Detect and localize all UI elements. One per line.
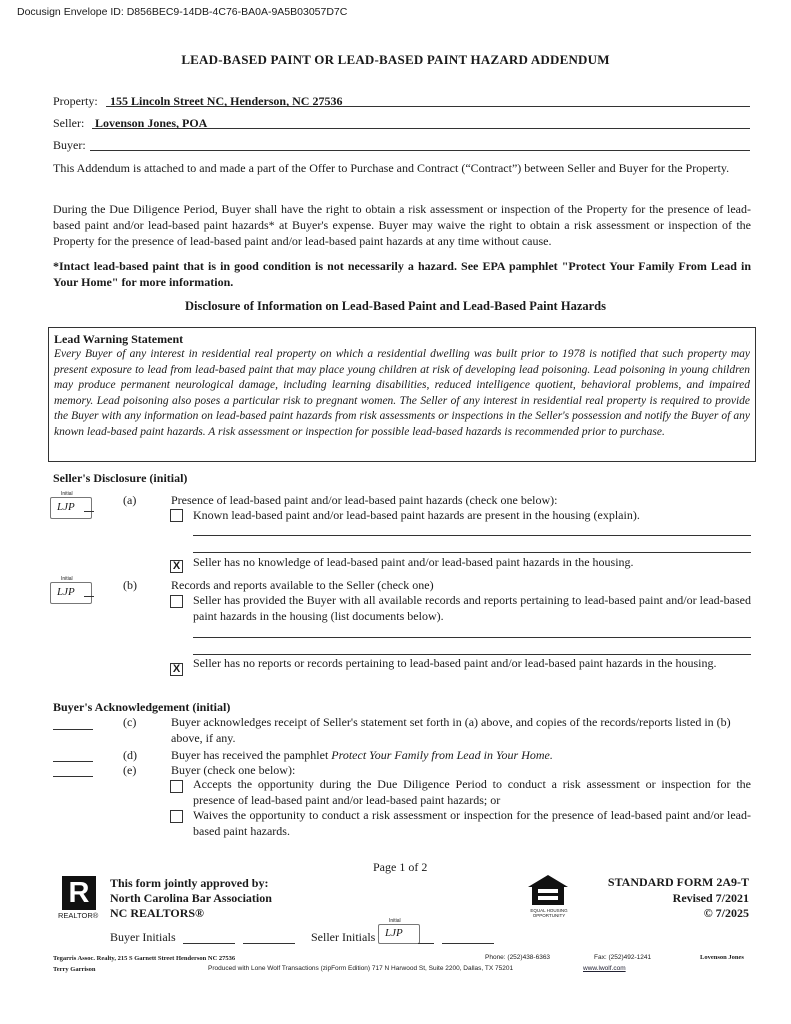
- checkbox-mark: [170, 780, 183, 793]
- realtor-logo: [62, 876, 96, 910]
- disclosure-heading: Disclosure of Information on Lead-Based Paint and Lead-Based Paint Hazards: [185, 299, 606, 313]
- seller-initials-line-1: [418, 943, 434, 944]
- option-accepts: Accepts the opportunity during the Due Diligence Period to conduct a risk assessment or inspection for the presence of lead-based paint and/or lead-based paint hazards; or: [193, 777, 751, 807]
- item-a-text: Presence of lead-based paint and/or lead-based paint hazards (check one below):: [171, 493, 558, 507]
- realtor-word: REALTOR®: [58, 911, 99, 920]
- checkbox-mark: X: [170, 663, 183, 676]
- property-label: Property:: [53, 94, 98, 108]
- intact-paint-note: *Intact lead-based paint that is in good condition is not necessarily a hazard. See EPA pamphlet "Protect Your Family From Lead in Your Home" for more information.: [53, 259, 751, 289]
- checkbox-mark: [170, 509, 183, 522]
- checkbox-mark: [170, 810, 183, 823]
- agency-address: Tegarris Assoc. Realty, 215 S Garnett Street Henderson NC 27536: [53, 955, 236, 962]
- checkbox-accepts[interactable]: [170, 780, 183, 798]
- property-line: [106, 106, 750, 107]
- item-c-text: Buyer acknowledges receipt of Seller's statement set forth in (a) above, and copies of the records/reports listed in (b) above, if any.: [171, 715, 731, 745]
- seller-initial-a[interactable]: [50, 491, 92, 519]
- initial-line-a: [84, 511, 94, 512]
- seller-initials-sig: LJP: [385, 927, 403, 939]
- option-no-records: Seller has no reports or records pertaining to lead-based paint and/or lead-based paint hazards in the housing.: [193, 656, 717, 670]
- explain-line-1: [193, 535, 751, 536]
- buyer-initials-label: Buyer Initials: [110, 930, 176, 944]
- seller-label: Seller:: [53, 116, 85, 130]
- seller-initials-label: Seller Initials: [311, 930, 376, 944]
- seller-line: [92, 128, 750, 129]
- buyer-initial-e[interactable]: [53, 776, 93, 777]
- buyer-initial-d[interactable]: [53, 761, 93, 762]
- approved-line-1: This form jointly approved by:: [110, 876, 269, 890]
- lead-warning-text: Every Buyer of any interest in residential real property on which a residential dwelling was built prior to 1978 is notified that such property may present exposure to lead from lead-based paint that may place young children at risk of developing lead poisoning. Lead poisoning in young children may produce permanent neurological damage, including learning disabilities, reduced intelligence quotient, behavioral problems, and impaired memory. Lead poisoning also poses a particular risk to pregnant women. The Seller of any interest in residential real property is required to provide the Buyer with any information on lead-based paint hazards from risk assessments or inspections in the Seller's possession and notify the Buyer of any known lead-based paint hazards. A risk assessment or inspection for possible lead-based hazards is recommended prior to purchase.: [54, 348, 750, 438]
- form-number: STANDARD FORM 2A9-T: [607, 875, 749, 889]
- buyer-initials-field-1[interactable]: [183, 943, 235, 944]
- item-e-letter: (e): [123, 763, 137, 777]
- option-known-lead: Known lead-based paint and/or lead-based paint hazards are present in the housing (explain).: [193, 508, 640, 522]
- buyer-ack-heading: Buyer's Acknowledgement (initial): [53, 700, 231, 714]
- documents-line-2: [193, 654, 751, 655]
- approved-line-3: NC REALTORS®: [110, 906, 204, 920]
- buyer-label: Buyer:: [53, 138, 86, 152]
- agency-phone: Phone: (252)438-6363: [485, 954, 551, 961]
- seller-disclosure-heading: Seller's Disclosure (initial): [53, 471, 188, 485]
- lwolf-link[interactable]: www.lwolf.com: [583, 965, 626, 972]
- checkbox-mark: [170, 595, 183, 608]
- seller-value[interactable]: Lovenson Jones, POA: [95, 116, 208, 130]
- agency-fax: Fax: (252)492-1241: [594, 954, 652, 961]
- seller-initials-sig: LJP: [57, 586, 75, 598]
- item-b-text: Records and reports available to the Seller (check one): [171, 578, 434, 592]
- lead-warning-box: [48, 327, 756, 462]
- approved-line-2: North Carolina Bar Association: [110, 891, 272, 905]
- checkbox-no-records[interactable]: [170, 659, 183, 677]
- item-d-letter: (d): [123, 748, 137, 762]
- page-number: Page 1 of 2: [373, 860, 428, 874]
- documents-line-1: [193, 637, 751, 638]
- seller-initial-b[interactable]: [50, 576, 92, 604]
- realtor-logo-letter: R: [68, 877, 90, 909]
- equal-housing-text: EQUAL HOUSING OPPORTUNITY: [530, 908, 568, 918]
- checkbox-records-provided[interactable]: [170, 595, 183, 613]
- option-no-knowledge: Seller has no knowledge of lead-based paint and/or lead-based paint hazards in the housing.: [193, 555, 634, 569]
- agent-name: Terry Garrison: [53, 966, 96, 973]
- initial-tag: Initial: [389, 918, 401, 924]
- item-d-text-plain: Buyer has received the pamphlet: [171, 748, 332, 762]
- item-b-letter: (b): [123, 578, 137, 592]
- item-c-letter: (c): [123, 715, 137, 729]
- option-records-provided: Seller has provided the Buyer with all available records and reports pertaining to lead-based paint and/or lead-based paint hazards in the housing (list documents below).: [193, 593, 751, 623]
- client-name: Lovenson Jones: [700, 954, 744, 961]
- option-waives: Waives the opportunity to conduct a risk assessment or inspection for the presence of lead-based paint and/or lead-based paint hazards.: [193, 808, 751, 838]
- produced-by: Produced with Lone Wolf Transactions (zipForm Edition) 717 N Harwood St, Suite 2200, Dallas, TX 75201: [208, 965, 514, 972]
- seller-initials-field-1[interactable]: [378, 918, 420, 944]
- pamphlet-title: Protect Your Family from Lead in Your Home.: [331, 748, 553, 762]
- page-title: LEAD-BASED PAINT OR LEAD-BASED PAINT HAZARD ADDENDUM: [181, 52, 610, 67]
- checkbox-waives[interactable]: [170, 810, 183, 828]
- buyer-initials-field-2[interactable]: [243, 943, 295, 944]
- buyer-line: [90, 150, 750, 151]
- form-copyright: © 7/2025: [703, 906, 749, 920]
- initial-line-b: [84, 596, 94, 597]
- envelope-id: Docusign Envelope ID: D856BEC9-14DB-4C76-BA0A-9A5B03057D7C: [17, 6, 348, 18]
- item-a-letter: (a): [123, 493, 137, 507]
- property-value[interactable]: 155 Lincoln Street NC, Henderson, NC 27536: [110, 94, 343, 108]
- seller-initials-field-2[interactable]: [442, 943, 494, 944]
- item-d-text: [171, 748, 553, 763]
- checkbox-known-lead[interactable]: [170, 509, 183, 527]
- initial-tag: Initial: [61, 576, 73, 582]
- checkbox-mark: X: [170, 560, 183, 573]
- due-diligence-paragraph: During the Due Diligence Period, Buyer shall have the right to obtain a risk assessment or inspection of the Property for the presence of lead-based paint and/or lead-based paint hazards* at Buyer's expense. Buyer may waive the right to obtain a risk assessment or inspection of the Property for the presence of lead-based paint and/or lead-based paint hazards at any time without cause.: [53, 202, 751, 248]
- equal-housing-icon: [522, 873, 574, 913]
- checkbox-no-knowledge[interactable]: [170, 556, 183, 574]
- seller-initials-sig: LJP: [57, 501, 75, 513]
- form-revised: Revised 7/2021: [672, 891, 749, 905]
- initial-tag: Initial: [61, 491, 73, 497]
- explain-line-2: [193, 552, 751, 553]
- buyer-initial-c[interactable]: [53, 729, 93, 730]
- intro-paragraph: This Addendum is attached to and made a part of the Offer to Purchase and Contract (“Contract”) between Seller and Buyer for the Property.: [53, 161, 730, 175]
- lead-warning-heading: Lead Warning Statement: [54, 332, 184, 346]
- item-e-text: Buyer (check one below):: [171, 763, 296, 777]
